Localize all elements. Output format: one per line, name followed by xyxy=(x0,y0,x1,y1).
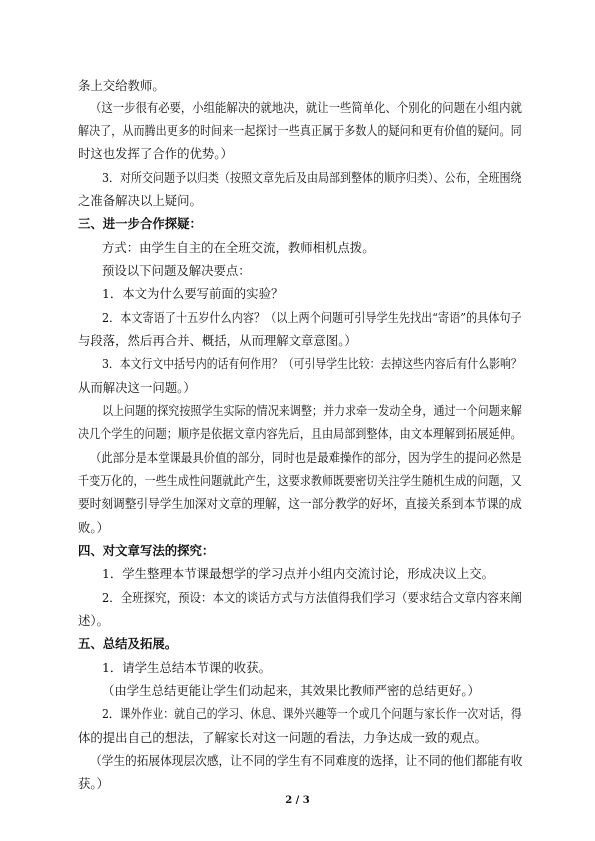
text-line: 千变万化的，一些生成性问题就此产生，这要求教师既要密切关注学生随机生成的问题，又 xyxy=(78,473,522,488)
text-line: 预设以下问题及解决要点： xyxy=(102,263,251,278)
text-line: （学生的拓展体现层次感，让不同的学生有不同难度的选择，让不同的他们都能有收 xyxy=(90,753,523,768)
text-line: （由学生总结更能让学生们动起来，其效果比教师严密的总结更好。） xyxy=(102,683,480,698)
text-line: 3．对所交问题予以归类（按照文章先后及由局部到整体的顺序归类）、公布，全班围绕 xyxy=(102,170,522,185)
text-line: 2．全班探究，预设：本文的谈话方式与方法值得我们学习（要求结合文章内容来阐 xyxy=(102,590,522,605)
text-line: （此部分是本堂课最具价值的部分，同时也是最难操作的部分，因为学生的提问必然是 xyxy=(90,450,522,465)
text-line: 败。） xyxy=(78,520,109,535)
text-line: 时这也发挥了合作的优势。） xyxy=(78,146,233,161)
text-line: 以上问题的探究按照学生实际的情况来调整；并力求牵一发动全身，通过一个问题来解 xyxy=(102,403,522,418)
text-line: 解决了，从而腾出更多的时间来一起探讨一些真正属于多数人的疑问和更有价值的疑问。同 xyxy=(78,123,522,138)
section-heading: 四、对文章写法的探究： xyxy=(78,543,215,558)
text-line: 条上交给教师。 xyxy=(78,78,165,93)
section-heading: 三、进一步合作探疑： xyxy=(78,216,202,231)
text-line: 要时刻调整引导学生加深对文章的理解，这一部分教学的好坏，直接关系到本节课的成 xyxy=(78,496,522,511)
text-line: 之准备解决以上疑问。 xyxy=(78,193,202,208)
text-line: 与段落，然后再合并、概括，从而理解文章意图。） xyxy=(78,333,357,348)
text-line: 2．课外作业：就自己的学习、休息、课外兴趣等一个或几个问题与家长作一次对话，得 xyxy=(102,706,522,721)
text-line: 1．请学生总结本节课的收获。 xyxy=(102,660,271,675)
text-line: 体的提出自己的想法，了解家长对这一问题的看法，力争达成一致的观点。 xyxy=(78,730,487,745)
text-line: 从而解决这一问题。） xyxy=(78,380,196,395)
text-line: 2．本文寄语了十五岁什么内容？（以上两个问题可引导学生先找出“寄语”的具体句子 xyxy=(102,310,522,325)
section-heading: 五、总结及拓展。 xyxy=(78,636,178,651)
text-line: 1．学生整理本节课最想学的学习点并小组内交流讨论，形成决议上交。 xyxy=(102,566,494,581)
text-line: 方式：由学生自主的在全班交流，教师相机点拨。 xyxy=(102,240,375,255)
text-line: 获。） xyxy=(78,776,109,791)
text-line: 1．本文为什么要写前面的实验？ xyxy=(102,286,284,301)
text-line: 3．本文行文中括号内的话有何作用？（可引导学生比较：去掉这些内容后有什么影响？ xyxy=(102,356,522,371)
page-number: 2 / 3 xyxy=(285,795,310,806)
text-line: 决几个学生的问题；顺序是依据文章内容先后，且由局部到整体，由文本理解到拓展延伸。 xyxy=(78,426,522,441)
text-line: （这一步很有必要，小组能解决的就地决，就让一些简单化、个别化的问题在小组内就 xyxy=(90,100,522,115)
text-line: 述）。 xyxy=(78,613,109,628)
